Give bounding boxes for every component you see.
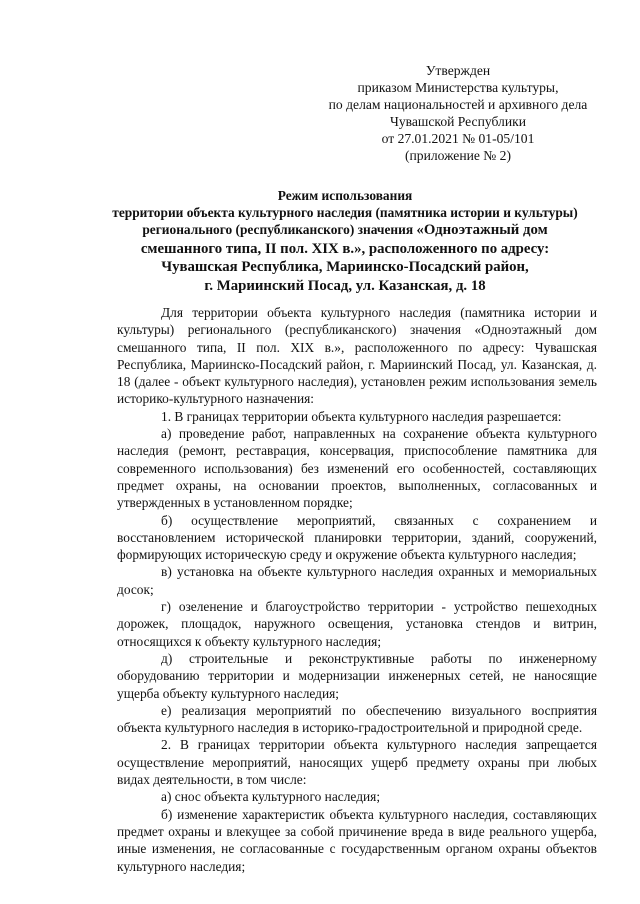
approval-line: по делам национальностей и архивного дела (328, 97, 588, 112)
list-item: б) осуществление мероприятий, связанных с сохранением и восстановлением исторической планировки территории, зданий, сооружений, формирующих историческую среду и окружение объекта культурного наследия; (117, 512, 597, 563)
title-line: Чувашская Республика, Мариинско-Посадский район, (161, 259, 529, 276)
list-item: а) снос объекта культурного наследия; (161, 789, 381, 805)
title-line: г. Мариинский Посад, ул. Казанская, д. 18 (204, 277, 486, 294)
title-line: Режим использования (277, 188, 413, 203)
document-body (117, 304, 597, 875)
list-item: в) установка на объекте культурного наследия охранных и мемориальных досок; (117, 564, 597, 597)
title-line-part: регионального (республиканского) значения (142, 222, 417, 238)
title-line: территории объекта культурного наследия (памятника истории и культуры) (112, 204, 578, 220)
approval-line: приказом Министерства культуры, (357, 80, 559, 95)
section-heading: 1. В границах территории объекта культурного наследия разрешается: (161, 408, 562, 424)
list-item: е) реализация мероприятий по обеспечению визуального восприятия объекта культурного наследия в историко-градостроительной и природной среде. (117, 702, 597, 736)
approval-line: Чувашской Республики (390, 114, 526, 129)
title-line-mixed (80, 221, 610, 240)
approval-line: (приложение № 2) (404, 148, 512, 163)
approval-block (318, 62, 598, 164)
document-title (80, 188, 610, 296)
title-line-part: «Одноэтажный дом (416, 222, 548, 239)
title-line: смешанного типа, II пол. XIX в.», расположенного по адресу: (140, 240, 550, 257)
list-item: б) изменение характеристик объекта культурного наследия, составляющих предмет охраны и влекущее за собой причинение вреда в виде реального ущерба, иные изменения, не согласованные с государственным органом охраны объектов культурного наследия; (117, 806, 597, 874)
list-item: г) озеленение и благоустройство территории - устройство пешеходных дорожек, площадок, наружного освещения, установка стендов и витрин, относящихся к объекту культурного наследия; (117, 599, 597, 649)
list-item: д) строительные и реконструктивные работы по инженерному оборудованию территории и модернизации инженерных сетей, не наносящие ущерба объекту культурного наследия; (117, 650, 597, 701)
section-heading: 2. В границах территории объекта культурного наследия запрещается осуществление мероприятий, наносящих ущерб предмету охраны при любых видах деятельности, в том числе: (117, 737, 597, 788)
intro-paragraph: Для территории объекта культурного наследия (памятника истории и культуры) регионального (республиканского) значения «Одноэтажный дом смешанного типа, II пол. XIX в.», расположенного по адресу: Чувашская Республика, Мариинско-Посадский район, г. Мариинский Посад, ул. Казанская, д. 18 (далее - объект культурного наследия), установлен режим использования земель историко-культурного назначения: (117, 305, 597, 407)
approval-line: Утвержден (425, 63, 491, 78)
approval-line: от 27.01.2021 № 01-05/101 (381, 131, 535, 146)
list-item: а) проведение работ, направленных на сохранение объекта культурного наследия (ремонт, реставрация, консервация, приспособление памятника для современного использования) без изменений его особенностей, составляющих предмет охраны, на основании проектов, выполненных, согласованных и утвержденных в установленном порядке; (117, 426, 597, 511)
